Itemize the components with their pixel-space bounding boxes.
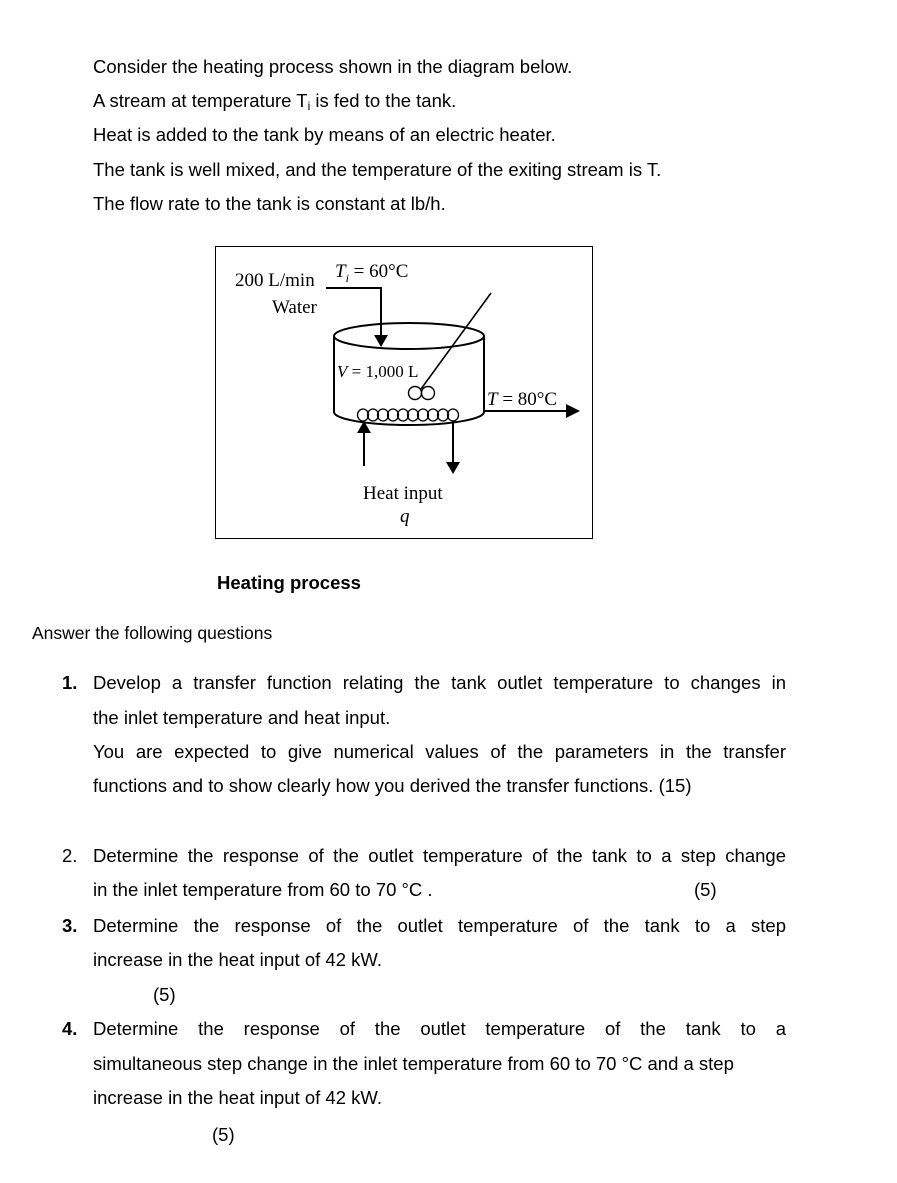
- inlet-fluid-label: Water: [272, 297, 317, 318]
- intro-line-4: The tank is well mixed, and the temperature of the exiting stream is T.: [93, 159, 662, 180]
- inlet-flow-label: 200 L/min: [235, 270, 315, 291]
- outlet-arrow-head: [566, 404, 580, 418]
- question-1-line-2: the inlet temperature and heat input.: [93, 707, 391, 728]
- question-3-line-2: increase in the heat input of 42 kW.: [93, 949, 382, 970]
- tank-top: [334, 323, 484, 349]
- intro-line-2-subscript: i: [307, 99, 311, 113]
- diagram-drawing: [216, 247, 594, 540]
- inlet-temp-label: [335, 261, 408, 285]
- intro-line-5: The flow rate to the tank is constant at lb/h.: [93, 193, 446, 214]
- inlet-arrow-head: [374, 335, 388, 347]
- heater-coil: [358, 409, 459, 421]
- intro-line-3: Heat is added to the tank by means of an electric heater.: [93, 124, 556, 145]
- tank-volume-label: [337, 362, 418, 381]
- question-1-number: 1.: [62, 672, 78, 693]
- heating-process-diagram: [215, 246, 593, 539]
- question-1-line-4: functions and to show clearly how you derived the transfer functions. (15): [93, 775, 692, 796]
- outlet-temp-label: [487, 389, 557, 410]
- question-2-number: 2.: [62, 845, 78, 866]
- question-2-marks: (5): [694, 879, 717, 900]
- tank-volume-value: = 1,000 L: [347, 362, 419, 381]
- intro-line-2-end: is fed to the tank.: [310, 90, 457, 111]
- question-4-line-2: simultaneous step change in the inlet temperature from 60 to 70 °C and a step: [93, 1053, 734, 1074]
- inlet-temp-var: T: [335, 261, 346, 282]
- instructions: Answer the following questions: [32, 623, 273, 643]
- stirrer-blade-left: [409, 387, 422, 400]
- heat-input-var: q: [400, 506, 410, 527]
- question-1-line-3: You are expected to give numerical values of the parameters in the transfer: [93, 741, 786, 762]
- question-4-line-1: Determine the response of the outlet temperature of the tank to a: [93, 1018, 786, 1039]
- tank-volume-var: V: [337, 362, 348, 381]
- intro-line-2: [93, 92, 456, 112]
- question-4-line-3: increase in the heat input of 42 kW.: [93, 1087, 382, 1108]
- heater-lead-out-arrow: [446, 462, 460, 474]
- intro-line-1: Consider the heating process shown in the diagram below.: [93, 56, 573, 77]
- heat-input-label: Heat input: [363, 483, 443, 504]
- outlet-temp-value: = 80°C: [497, 389, 558, 410]
- inlet-temp-sub: i: [345, 271, 349, 285]
- inlet-temp-value: = 60°C: [348, 261, 409, 282]
- intro-line-2-start: A stream at temperature T: [93, 90, 308, 111]
- stirrer-blade-right: [422, 387, 435, 400]
- diagram-caption: Heating process: [217, 572, 361, 593]
- question-4-number: 4.: [62, 1018, 78, 1039]
- inlet-pipe: [326, 288, 381, 337]
- question-3-number: 3.: [62, 915, 78, 936]
- question-1-line-1: Develop a transfer function relating the tank outlet temperature to changes in: [93, 672, 786, 693]
- question-3-line-1: Determine the response of the outlet temperature of the tank to a step: [93, 915, 786, 936]
- question-2-line-1: Determine the response of the outlet temperature of the tank to a step change: [93, 845, 786, 866]
- question-3-marks: (5): [153, 984, 176, 1005]
- question-4-marks: (5): [212, 1124, 235, 1145]
- outlet-temp-var: T: [487, 389, 498, 410]
- question-2-line-2: in the inlet temperature from 60 to 70 °C .: [93, 879, 433, 900]
